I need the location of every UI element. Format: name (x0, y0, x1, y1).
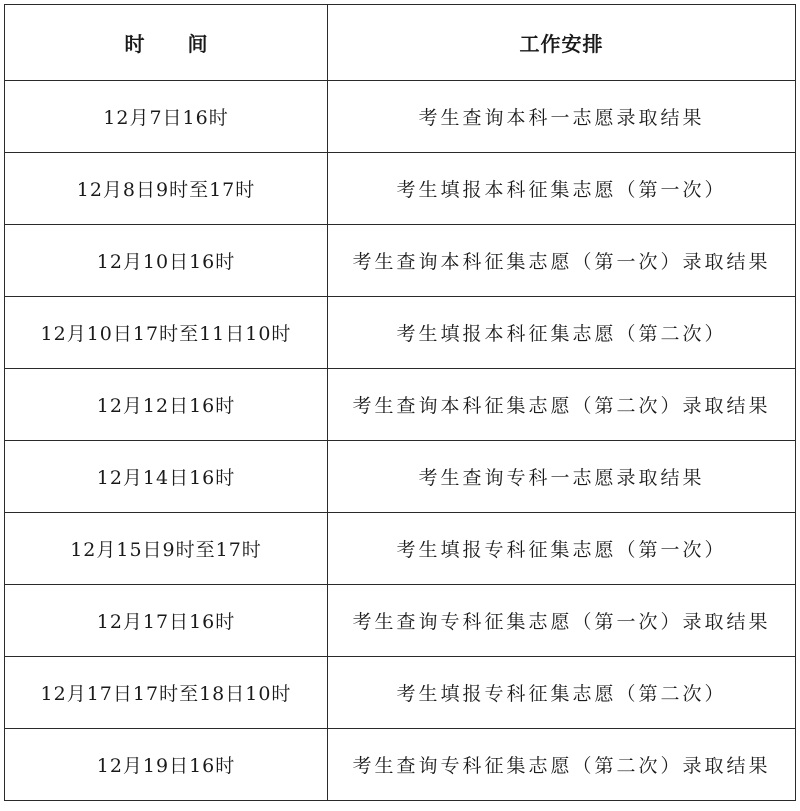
time-cell: 12月17日17时至18日10时 (5, 657, 328, 729)
table-row (5, 657, 796, 729)
time-cell: 12月17日16时 (5, 585, 328, 657)
time-cell: 12月10日17时至11日10时 (5, 297, 328, 369)
table-row (5, 81, 796, 153)
time-cell: 12月8日9时至17时 (5, 153, 328, 225)
task-text: 考生填报本科征集志愿（第二次） (396, 323, 727, 345)
time-cell: 12月7日16时 (5, 81, 328, 153)
header-row (5, 5, 796, 81)
task-text: 考生查询本科一志愿录取结果 (418, 107, 705, 129)
task-cell (328, 81, 796, 153)
task-cell (328, 225, 796, 297)
time-cell: 12月14日16时 (5, 441, 328, 513)
table-row (5, 729, 796, 801)
task-cell (328, 369, 796, 441)
table-row (5, 585, 796, 657)
time-cell: 12月12日16时 (5, 369, 328, 441)
task-text: 考生查询本科征集志愿（第一次）录取结果 (352, 251, 771, 273)
time-cell: 12月15日9时至17时 (5, 513, 328, 585)
table-row (5, 297, 796, 369)
header-time (5, 5, 328, 81)
task-cell (328, 513, 796, 585)
table-row (5, 225, 796, 297)
time-cell: 12月19日16时 (5, 729, 328, 801)
task-cell (328, 585, 796, 657)
schedule-table (4, 4, 796, 801)
table-row (5, 153, 796, 225)
task-cell (328, 297, 796, 369)
task-text: 考生填报专科征集志愿（第二次） (396, 683, 727, 705)
task-text: 考生查询专科一志愿录取结果 (418, 467, 705, 489)
table-row (5, 513, 796, 585)
task-cell (328, 657, 796, 729)
table-body (5, 81, 796, 801)
task-text: 考生查询专科征集志愿（第二次）录取结果 (352, 755, 771, 777)
time-cell: 12月10日16时 (5, 225, 328, 297)
table-row (5, 369, 796, 441)
task-cell (328, 729, 796, 801)
task-text: 考生填报本科征集志愿（第一次） (396, 179, 727, 201)
table-header (5, 5, 796, 81)
task-text: 考生填报专科征集志愿（第一次） (396, 539, 727, 561)
header-task: 工作安排 (328, 5, 796, 81)
task-cell (328, 441, 796, 513)
table-row (5, 441, 796, 513)
task-cell (328, 153, 796, 225)
task-text: 考生查询专科征集志愿（第一次）录取结果 (352, 611, 771, 633)
header-time-label: 时 间 (124, 32, 226, 56)
task-text: 考生查询本科征集志愿（第二次）录取结果 (352, 395, 771, 417)
